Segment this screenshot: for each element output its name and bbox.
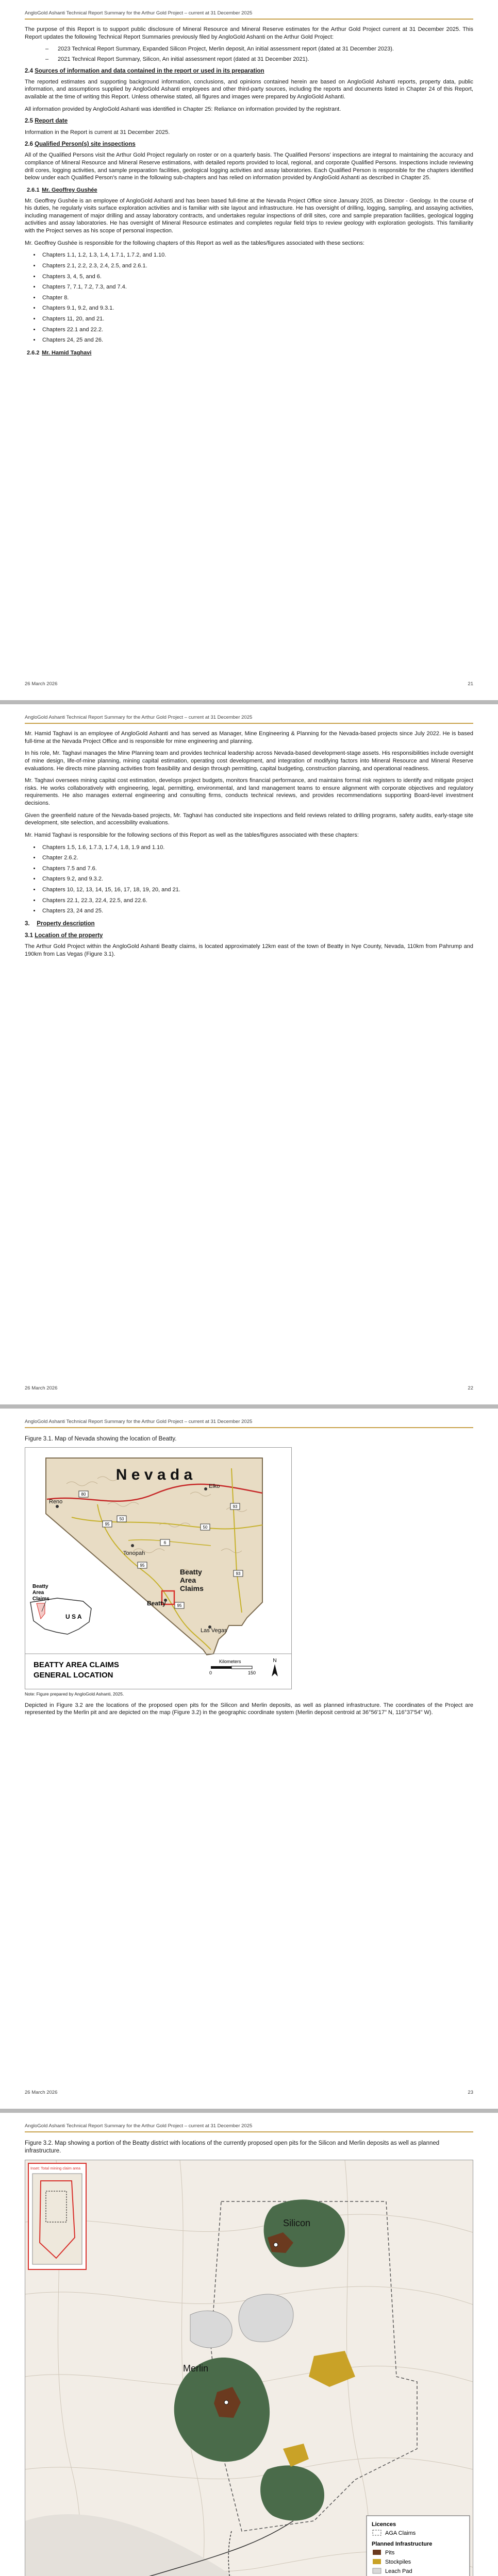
list-item: • Chapters 7.5 and 7.6. [40, 865, 473, 873]
paragraph: The purpose of this Report is to support public disclosure of Mineral Resource and Mineral Reserve estimates for the Arthur Gold Project current at 31 December 2025. This Report updates the following Technical Report Summaries previously filed by AngloGold Ashanti on the Arthur Gold Project: [25, 26, 473, 40]
svg-text:93: 93 [236, 1571, 241, 1577]
page-footer [25, 2090, 473, 2095]
route-shield [160, 1539, 170, 1546]
list-item: • Chapters 22.1, 22.3, 22.4, 22.5, and 22.6. [40, 897, 473, 905]
list-item: – 2023 Technical Report Summary, Expanded Silicon Project, Merlin deposit, An initial assessment report (dated at 31 December 2023). [45, 45, 473, 53]
section-title: Property description [37, 920, 95, 927]
svg-text:95: 95 [105, 1522, 110, 1527]
section-number: 2.6.2 [27, 349, 40, 356]
section-title: Qualified Person(s) site inspections [35, 141, 136, 148]
paragraph: The Arthur Gold Project within the AngloGold Ashanti Beatty claims, is located approximately 12km east of the town of Beatty in Nye County, Nevada, 110km from Pahrump and 190km from Las Vegas (Figure 3.1). [25, 943, 473, 958]
paragraph: Depicted in Figure 3.2 are the locations of the proposed open pits for the Silicon and Merlin deposits, as well as planned infrastructure. The coordinates of the Project are represented by the Merlin pit and are depicted on the map (Figure 3.2) in the geographic coordinate system (Merlin deposit centroid at 36°56'17" N, 116°37'54" W). [25, 1702, 473, 1716]
page-number: 22 [468, 1385, 473, 1391]
map-legend [367, 2516, 470, 2576]
svg-text:150: 150 [248, 1670, 256, 1676]
route-shield [103, 1521, 112, 1527]
page-number: 21 [468, 681, 473, 687]
section-title: Mr. Geoffrey Gushée [42, 187, 97, 193]
list-item: – 2021 Technical Report Summary, Silicon, An initial assessment report (dated at 31 December 2021). [45, 56, 473, 63]
document-page [0, 0, 498, 700]
header-rule [25, 2131, 473, 2132]
section-number: 2.5 [25, 118, 33, 125]
legend-item: Leach Pad [385, 2568, 412, 2574]
running-header: AngloGold Ashanti Technical Report Summary for the Arthur Gold Project – current at 31 December 2025 [25, 1419, 253, 1425]
state-label: N e v a d a [115, 1466, 193, 1484]
section-heading [25, 67, 473, 75]
silicon-label: Silicon [283, 2217, 311, 2228]
list-item: • Chapters 9.1, 9.2, and 9.3.1. [40, 304, 473, 312]
bullet-list [40, 844, 473, 915]
paragraph: Mr. Geoffrey Gushée is responsible for the following chapters of this Report as well as the tables/figures associated with these sections: [25, 240, 364, 246]
route-shield [117, 1516, 126, 1522]
list-item: • Chapter 2.6.2. [40, 854, 473, 862]
section-number: 2.6.1 [27, 187, 40, 193]
route-shield [230, 1503, 240, 1510]
list-item: • Chapters 10, 12, 13, 14, 15, 16, 17, 18, 19, 20, and 21. [40, 886, 473, 894]
section-title: Location of the property [35, 933, 103, 939]
legend-item: AGA Claims [385, 2530, 416, 2536]
route-shield [79, 1491, 88, 1497]
section-title: Mr. Hamid Taghavi [42, 349, 92, 356]
paragraph: Information in the Report is current at 31 December 2025. [25, 129, 170, 135]
header-rule [25, 723, 473, 724]
document-page [0, 704, 498, 1404]
figure-title: Figure 3.1. Map of Nevada showing the location of Beatty. [25, 1436, 177, 1442]
svg-text:50: 50 [119, 1517, 124, 1522]
chapter-heading [25, 920, 473, 928]
page-footer [25, 1385, 473, 1391]
route-shield [175, 1602, 184, 1608]
paragraph: All of the Qualified Persons visit the Arthur Gold Project regularly on roster or on a quarterly basis. The Qualified Persons' inspections are integral to maintaining the accuracy and compliance of Mineral Resource and Mineral Reserve estimations, with detailed reports provided to local, regional, and corporate Qualified Persons. Inspections include reviewing drill cores, logging activities, and sample preparation facilities, geological logging activities and assay laboratories. Each Qualified Person is responsible for the chapters identified below under each Qualified Person's name in the following sub-chapters and has relied on information provided by AngloGold Ashanti as described in Chapter 25. [25, 152, 473, 181]
section-number: 2.6 [25, 141, 33, 148]
subsection-heading [25, 187, 473, 194]
paragraph: Given the greenfield nature of the Nevada-based projects, Mr. Taghavi has conducted site inspections and field reviews related to drilling programs, safety audits, early-stage site development, site selection, and accessibility evaluations. [25, 812, 473, 826]
paragraph: In his role, Mr. Taghavi manages the Mine Planning team and provides technical leadership across Nevada-based development-stage assets. His responsibilities include oversight of mine design, life-of-mine planning, mining capital estimation, operating cost development, and integration of modifying factors into Mineral Resource and Mineral Reserve evaluations. He directs mine planning activities from feasibility and design through permitting, capital budgeting, construction planning, and operational readiness. [25, 750, 473, 772]
svg-text:Claims: Claims [180, 1584, 204, 1593]
paragraph: All information provided by AngloGold Ashanti was identified in Chapter 25: Reliance on information provided by the registrant. [25, 106, 341, 112]
paragraph: Mr. Hamid Taghavi is an employee of AngloGold Ashanti and has served as Manager, Mine Engineering & Planning for the Nevada-based projects since July 2022. He is based full-time at the Nevada Project Office and is responsible for mine engineering and planning. [25, 731, 473, 744]
nevada-map-svg [25, 1448, 291, 1689]
svg-text:Claims: Claims [32, 1596, 49, 1602]
svg-text:Beatty: Beatty [180, 1568, 202, 1577]
map-caption-line1: BEATTY AREA CLAIMS [34, 1660, 119, 1670]
figure-note: Note: Figure prepared by AngloGold Ashanti, 2025. [25, 1691, 124, 1697]
section-heading [25, 932, 473, 940]
route-shield [234, 1570, 243, 1577]
district-map-svg [25, 2160, 473, 2576]
list-item: • Chapters 23, 24 and 25. [40, 907, 473, 915]
paragraph: Mr. Taghavi oversees mining capital cost estimation, develops project budgets, monitors financial performance, and maintains formal risk registers to identify and mitigate project risks. He works collaboratively with engineering, legal, permitting, environmental, and land management teams to ensure alignment with corporate objectives and regulatory requirements. He also manages external engineering and consulting firms, conducts technical reviews, and provides recommendations supporting Board-level investment decisions. [25, 777, 473, 806]
bullet-list [40, 251, 473, 344]
list-item: • Chapters 22.1 and 22.2. [40, 326, 473, 334]
svg-text:6: 6 [163, 1540, 167, 1546]
section-heading [25, 141, 473, 148]
svg-text:0: 0 [209, 1670, 212, 1676]
list-item: • Chapters 3, 4, 5, and 6. [40, 273, 473, 281]
city-tonopah: Tonopah [123, 1550, 145, 1557]
city-reno: Reno [49, 1499, 63, 1505]
list-item: • Chapters 11, 20, and 21. [40, 315, 473, 323]
section-number: 3.1 [25, 933, 33, 939]
running-header: AngloGold Ashanti Technical Report Summary for the Arthur Gold Project – current at 31 December 2025 [25, 2123, 253, 2129]
svg-text:93: 93 [233, 1504, 238, 1510]
legend-item: Pits [385, 2549, 395, 2556]
section-number: 3. [25, 920, 30, 927]
merlin-label: Merlin [183, 2363, 209, 2374]
section-number: 2.4 [25, 67, 33, 74]
header-rule [25, 1427, 473, 1428]
svg-text:50: 50 [203, 1525, 208, 1530]
route-shield [201, 1524, 210, 1530]
inset-country-label: U S A [65, 1613, 82, 1621]
city-elko: Elko [209, 1483, 220, 1490]
city-beatty: Beatty [147, 1600, 166, 1607]
svg-text:Kilometers: Kilometers [219, 1659, 241, 1665]
list-item: • Chapters 1.1, 1.2, 1.3, 1.4, 1.7.1, 1.7.2, and 1.10. [40, 251, 473, 259]
svg-text:95: 95 [140, 1563, 145, 1568]
svg-text:N: N [273, 1658, 277, 1664]
svg-text:Beatty: Beatty [32, 1584, 48, 1590]
document-page [0, 2113, 498, 2576]
beatty-district-map [25, 2160, 473, 2576]
list-item: • Chapters 1.5, 1.6, 1.7.3, 1.7.4, 1.8, 1.9 and 1.10. [40, 844, 473, 852]
running-header: AngloGold Ashanti Technical Report Summary for the Arthur Gold Project – current at 31 December 2025 [25, 715, 253, 720]
svg-text:95: 95 [177, 1603, 182, 1608]
list-item: • Chapters 24, 25 and 26. [40, 336, 473, 344]
city-las-vegas: Las Vegas [201, 1628, 227, 1634]
dash-list [45, 45, 473, 63]
paragraph: Mr. Hamid Taghavi is responsible for the following sections of this Report as well as the tables/figures associated with these chapters: [25, 832, 359, 838]
merlin-deposit-marker [224, 2400, 228, 2404]
map-caption-line2: GENERAL LOCATION [34, 1671, 113, 1680]
nevada-location-map [25, 1447, 292, 1689]
paragraph: The reported estimates and supporting background information, conclusions, and opinions contained herein are based on AngloGold Ashanti reports, property data, public information, and assumptions supplied by AngloGold Ashanti employees and other third-party sources, including the reports and documents listed in Chapter 24 of this Report, available at the time of writing this Report. Unless otherwise stated, all figures and images were prepared by AngloGold Ashanti. [25, 78, 473, 100]
svg-text:Area: Area [32, 1590, 44, 1596]
section-title: Sources of information and data contained in the report or used in its preparation [35, 67, 264, 74]
list-item: • Chapter 8. [40, 294, 473, 302]
legend-item: Stockpiles [385, 2558, 411, 2565]
section-heading [25, 117, 473, 125]
list-item: • Chapters 2.1, 2.2, 2.3, 2.4, 2.5, and 2.6.1. [40, 262, 473, 270]
inset-title: Inset: Total mining claim area [30, 2165, 80, 2171]
svg-text:Area: Area [180, 1576, 196, 1585]
list-item: • Chapters 7, 7.1, 7.2, 7.3, and 7.4. [40, 283, 473, 291]
legend-title: Licences [372, 2521, 396, 2528]
page-footer [25, 681, 473, 687]
svg-text:80: 80 [81, 1492, 86, 1497]
header-rule [25, 19, 473, 20]
subsection-heading [25, 349, 473, 357]
document-page [0, 1409, 498, 2109]
footer-date: 26 March 2026 [25, 2090, 58, 2095]
paragraph: Mr. Geoffrey Gushée is an employee of AngloGold Ashanti and has been based full-time at the Nevada Project Office since January 2025, as Director - Geology. In the course of his duties, he regularly visits surface exploration activities and is familiar with site layout and infrastructure. He has oversight of drilling, logging, sampling, and assaying activities, including management of major drilling and assay laboratory contracts, and undertakes regular inspections of drill sites, core and sample preparation facilities, geological logging activities and assay laboratories. He has oversight of Mineral Resource estimates and completes regular field trips to review geology with exploration geologists. This familiarity with the Project serves as his scope of personal inspection. [25, 197, 473, 234]
silicon-deposit-marker [274, 2243, 278, 2247]
page-number: 23 [468, 2090, 473, 2095]
list-item: • Chapters 9.2, and 9.3.2. [40, 875, 473, 883]
running-header: AngloGold Ashanti Technical Report Summary for the Arthur Gold Project – current at 31 December 2025 [25, 10, 253, 16]
footer-date: 26 March 2026 [25, 681, 58, 687]
figure-title: Figure 3.2. Map showing a portion of the Beatty district with locations of the currently proposed open pits for the Silicon and Merlin deposits as well as planned infrastructure. [25, 2140, 440, 2155]
footer-date: 26 March 2026 [25, 1385, 58, 1391]
section-title: Report date [35, 118, 68, 125]
route-shield [138, 1562, 147, 1568]
legend-heading: Planned Infrastructure [372, 2540, 433, 2547]
